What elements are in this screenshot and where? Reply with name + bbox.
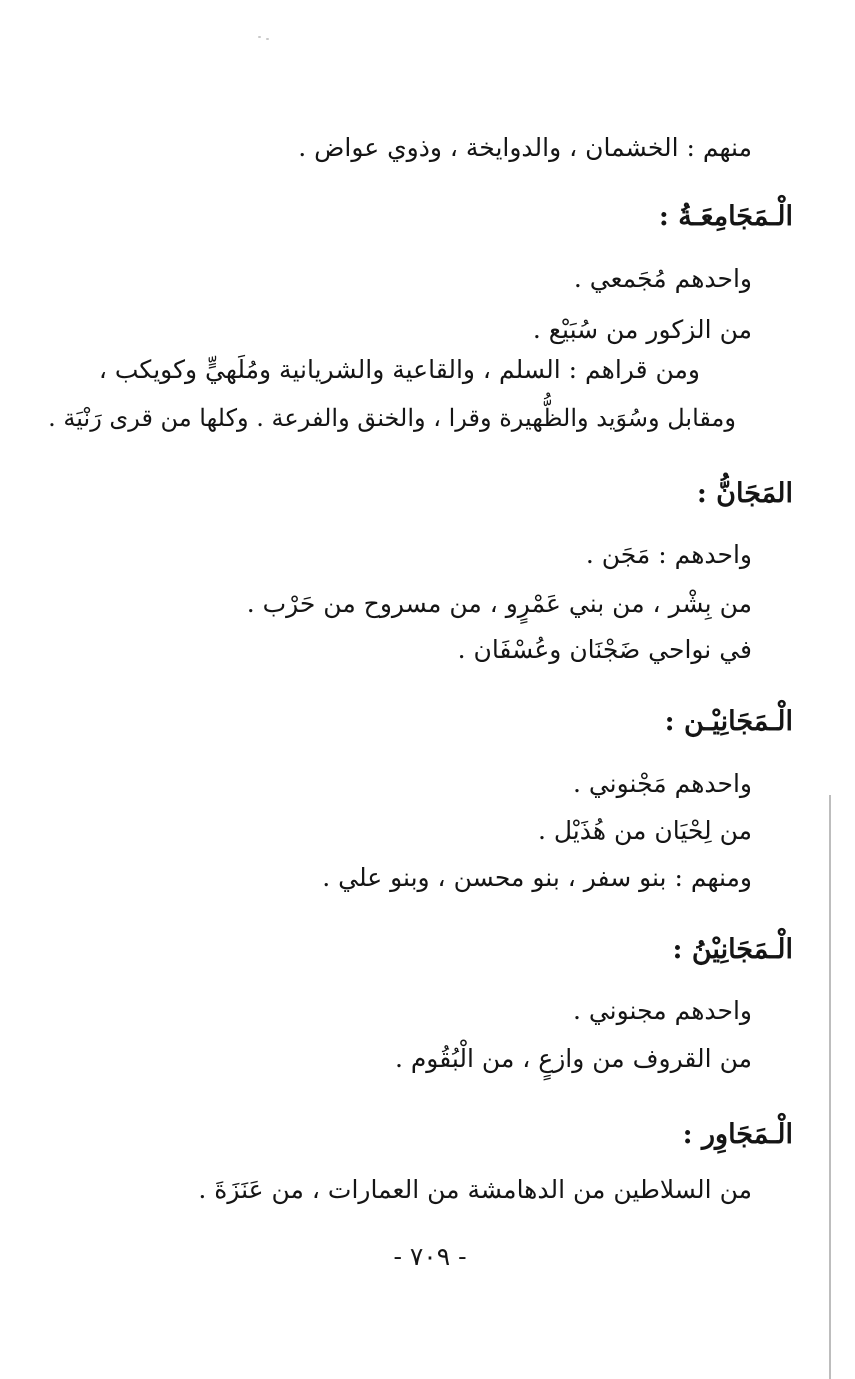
entry-heading: الْـمَجَانِيْنُ :: [672, 934, 793, 965]
text-line: من القروف من وازعٍ ، من الْبُقُوم .: [394, 1044, 752, 1073]
text-line: ومنهم : بنو سفر ، بنو محسن ، وبنو علي .: [322, 863, 752, 892]
text-line: واحدهم مُجَمعي .: [573, 264, 752, 293]
page-edge-line: [829, 795, 831, 1379]
text-line: ومقابل وسُوَيد والظُّهيرة وقرا ، والخنق والفرعة . وكلها من قرى رَنْيَة .: [48, 404, 736, 432]
text-line: منهم : الخشمان ، والدوايخة ، وذوي عواض .: [298, 133, 752, 162]
scan-speck: [258, 36, 261, 38]
entry-heading: الْـمَجَامِعَـةُ :: [658, 201, 793, 232]
page-number: - ٧٠٩ -: [393, 1242, 467, 1271]
entry-heading: الْـمَجَانِيْـن :: [664, 706, 793, 737]
text-line: واحدهم : مَجَن .: [585, 540, 752, 569]
entry-heading: المَجَانُّ :: [696, 478, 793, 509]
text-line: واحدهم مجنوني .: [572, 996, 752, 1025]
text-line: في نواحي ضَجْنَان وعُسْفَان .: [457, 635, 752, 664]
text-line: من بِشْر ، من بني عَمْرٍو ، من مسروح من حَرْب .: [246, 589, 752, 618]
text-line: من لِحْيَان من هُذَيْل .: [537, 816, 752, 845]
entry-heading: الْـمَجَاوِر :: [682, 1119, 793, 1150]
text-line: واحدهم مَجْنوني .: [572, 769, 752, 798]
text-line: من الزكور من سُبَيْع .: [532, 315, 752, 344]
text-line: ومن قراهم : السلم ، والقاعية والشريانية ومُلَهيٍّ وكويكب ،: [98, 355, 700, 384]
scan-speck: [266, 38, 269, 40]
text-line: من السلاطين من الدهامشة من العمارات ، من عَنَزَةَ .: [198, 1175, 752, 1204]
